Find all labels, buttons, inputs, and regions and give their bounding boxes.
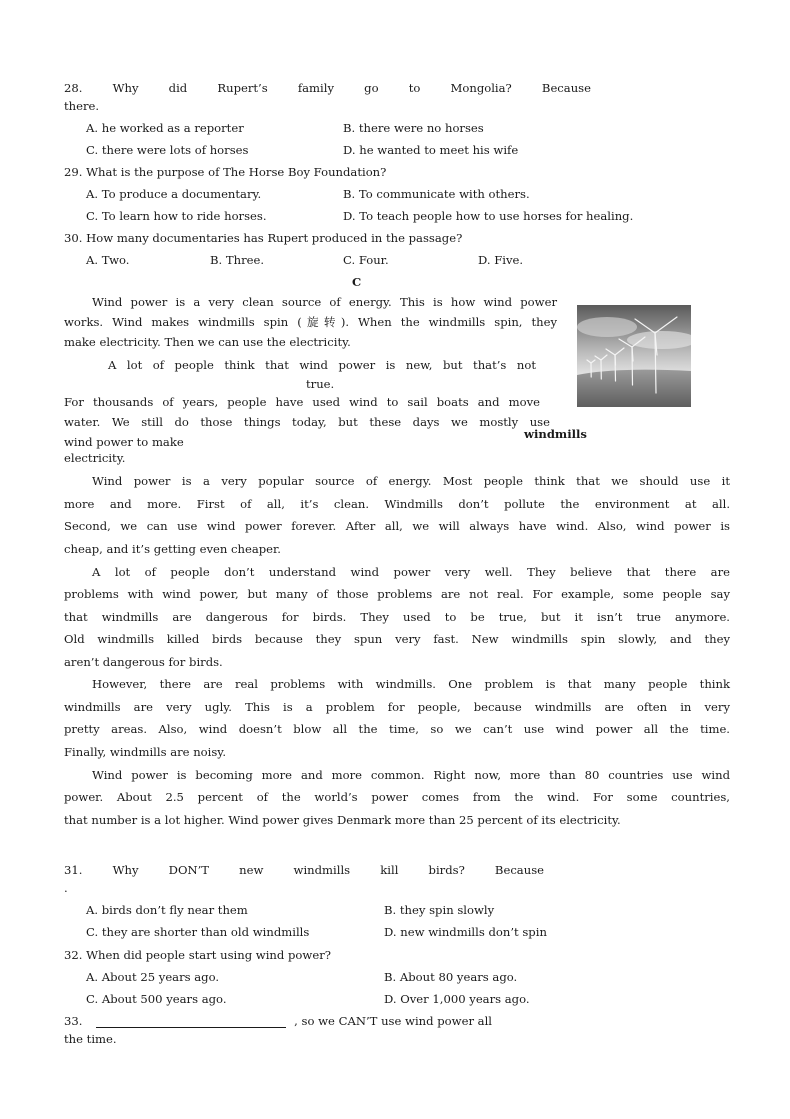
q28-option-a[interactable]: A. he worked as a reporter bbox=[86, 121, 244, 135]
q29-option-a[interactable]: A. To produce a documentary. bbox=[86, 187, 262, 201]
paragraph-1-line: make electricity. Then we can use the electricity. bbox=[64, 335, 351, 349]
paragraph-6-line: power. About 2.5 percent of the world’s power comes from the wind. For some countries, bbox=[64, 790, 730, 804]
paragraph-1-line: Wind power is a very clean source of energy. This is how wind power bbox=[92, 295, 557, 309]
q29-option-d[interactable]: D. To teach people how to use horses for healing. bbox=[343, 209, 634, 223]
paragraph-4-line: aren’t dangerous for birds. bbox=[64, 655, 223, 669]
paragraph-3-line: Wind power is a very popular source of energy. Most people think that we should use it bbox=[92, 474, 730, 488]
paragraph-2-line: true. bbox=[306, 377, 335, 391]
paragraph-4-line: that windmills are dangerous for birds. They used to be true, but it isn’t true anymore. bbox=[64, 610, 730, 624]
q33-number: 33. bbox=[64, 1014, 83, 1028]
q28-option-d[interactable]: D. he wanted to meet his wife bbox=[343, 143, 519, 157]
q33-stem bbox=[64, 1014, 492, 1028]
q31-stem-continued: . bbox=[64, 881, 68, 895]
paragraph-4-line: Old windmills killed birds because they spun very fast. New windmills spin slowly, and they bbox=[64, 632, 730, 646]
q31-option-d[interactable]: D. new windmills don’t spin bbox=[384, 925, 547, 939]
q28-option-b[interactable]: B. there were no horses bbox=[343, 121, 484, 135]
paragraph-2-line: A lot of people think that wind power is new, but that’s not bbox=[108, 358, 536, 372]
q30-option-d[interactable]: D. Five. bbox=[478, 253, 524, 267]
q33-stem-text: , so we CAN’T use wind power all bbox=[294, 1014, 492, 1028]
paragraph-6-line: that number is a lot higher. Wind power gives Denmark more than 25 percent of its electricity. bbox=[64, 813, 621, 827]
q28-stem-continued: there. bbox=[64, 99, 100, 113]
q32-stem: 32. When did people start using wind power? bbox=[64, 948, 331, 962]
q30-stem: 30. How many documentaries has Rupert produced in the passage? bbox=[64, 231, 463, 245]
q30-option-a[interactable]: A. Two. bbox=[86, 253, 130, 267]
q28-option-c[interactable]: C. there were lots of horses bbox=[86, 143, 249, 157]
q32-option-a[interactable]: A. About 25 years ago. bbox=[86, 970, 220, 984]
paragraph-3-line: cheap, and it’s getting even cheaper. bbox=[64, 542, 281, 556]
image-caption: windmills bbox=[524, 427, 587, 441]
paragraph-1-line: works. Wind makes windmills spin (旋转). When the windmills spin, they bbox=[64, 315, 557, 329]
paragraph-6-line: Wind power is becoming more and more common. Right now, more than 80 countries use wind bbox=[92, 768, 730, 782]
paragraph-3-line: more and more. First of all, it’s clean. Windmills don’t pollute the environment at all. bbox=[64, 497, 730, 511]
q29-option-c[interactable]: C. To learn how to ride horses. bbox=[86, 209, 267, 223]
windmills-photo bbox=[577, 305, 691, 407]
paragraph-5-line: pretty areas. Also, wind doesn’t blow all the time, so we can’t use wind power all the time. bbox=[64, 722, 730, 736]
q32-option-d[interactable]: D. Over 1,000 years ago. bbox=[384, 992, 530, 1006]
paragraph-2-line: water. We still do those things today, but these days we mostly use bbox=[64, 415, 550, 429]
q30-option-b[interactable]: B. Three. bbox=[210, 253, 265, 267]
q33-answer-blank[interactable] bbox=[96, 1015, 286, 1028]
q30-option-c[interactable]: C. Four. bbox=[343, 253, 389, 267]
q31-stem: 31. Why DON’T new windmills kill birds? Because bbox=[64, 863, 544, 877]
paragraph-2-line: electricity. bbox=[64, 451, 126, 465]
q31-option-b[interactable]: B. they spin slowly bbox=[384, 903, 495, 917]
q32-option-c[interactable]: C. About 500 years ago. bbox=[86, 992, 227, 1006]
paragraph-5-line: windmills are very ugly. This is a problem for people, because windmills are often in very bbox=[64, 700, 730, 714]
paragraph-5-line: Finally, windmills are noisy. bbox=[64, 745, 226, 759]
q33-stem-continued: the time. bbox=[64, 1032, 117, 1046]
paragraph-3-line: Second, we can use wind power forever. After all, we will always have wind. Also, wind power is bbox=[64, 519, 730, 533]
q32-option-b[interactable]: B. About 80 years ago. bbox=[384, 970, 518, 984]
paragraph-4-line: A lot of people don’t understand wind power very well. They believe that there are bbox=[92, 565, 730, 579]
q31-option-c[interactable]: C. they are shorter than old windmills bbox=[86, 925, 310, 939]
windmills-illustration bbox=[577, 305, 691, 407]
paragraph-4-line: problems with wind power, but many of those problems are not real. For example, some people say bbox=[64, 587, 730, 601]
q31-option-a[interactable]: A. birds don’t fly near them bbox=[86, 903, 248, 917]
q28-stem: 28. Why did Rupert’s family go to Mongolia? Because bbox=[64, 81, 591, 95]
q29-stem: 29. What is the purpose of The Horse Boy Foundation? bbox=[64, 165, 387, 179]
paragraph-2-line: wind power to make bbox=[64, 435, 184, 449]
section-heading: C bbox=[352, 275, 362, 289]
paragraph-2-line: For thousands of years, people have used wind to sail boats and move bbox=[64, 395, 540, 409]
q29-option-b[interactable]: B. To communicate with others. bbox=[343, 187, 530, 201]
paragraph-5-line: However, there are real problems with windmills. One problem is that many people think bbox=[92, 677, 730, 691]
